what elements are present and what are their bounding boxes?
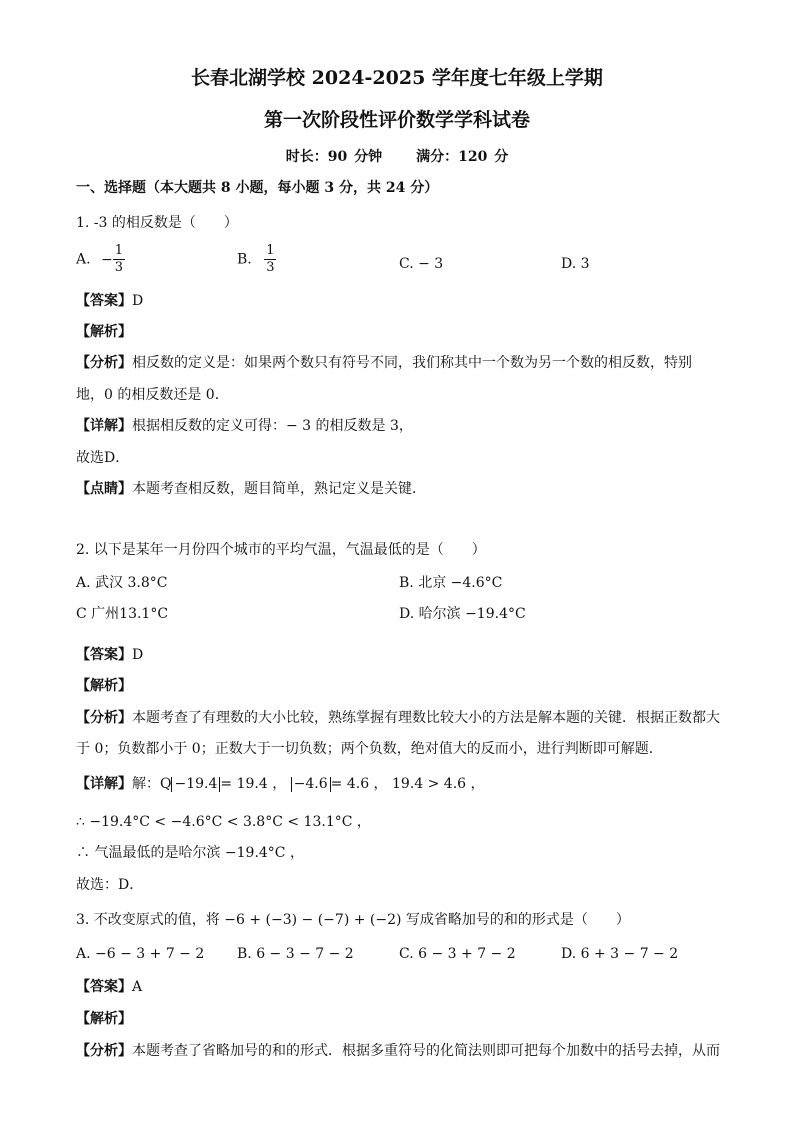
q1-option-d: D. 3 [561, 256, 590, 272]
q2-xiangjie: 【详解】解：Q −19.4 = 19.4 ， −4.6 = 4.6 ， 19.4 > 4.6 ， [76, 776, 485, 792]
exam-title-line1: 长春北湖学校 2024-2025 学年度七年级上学期 [191, 67, 603, 89]
q2-option-c: C 广州13.1°C [76, 606, 169, 622]
q2-fenxi: 【分析】本题考查了有理数的大小比较，熟练掌握有理数比较大小的方法是解本题的关键．根据正数都大 [76, 710, 720, 726]
q3-fenxi: 【分析】本题考查了省略加号的和的形式．根据多重符号的化简法则即可把每个加数中的括号去掉，从而 [76, 1043, 720, 1059]
q2-option-d: D. 哈尔滨 −19.4°C [399, 606, 526, 622]
full-score: 满分：120 分 [416, 149, 509, 165]
exam-meta [0, 146, 794, 166]
fraction: $\frac{1}{3}$ [266, 243, 275, 275]
q1-answer: 【答案】D [76, 293, 144, 309]
q2-option-b: B. 北京 −4.6°C [399, 575, 503, 591]
q2-step3: ∴ 气温最低的是哈尔滨 −19.4°C ， [76, 845, 304, 861]
q3-option-c: C. 6 − 3 + 7 − 2 [399, 946, 516, 962]
q1-option-c: C. − 3 [399, 256, 444, 272]
q3-stem: 3. 不改变原式的值，将 −6 + (−3) − (−7) + (−2) 写成省略加号的和的形式是（ ） [76, 912, 630, 928]
q2-answer: 【答案】D [76, 647, 144, 663]
duration: 时长：90 分钟 [285, 149, 383, 165]
q1-fenxi: 【分析】相反数的定义是：如果两个数只有符号不同，我们称其中一个数为另一个数的相反数，特别 [76, 355, 692, 371]
q2-fenxi-cont: 于 0；负数都小于 0；正数大于一切负数；两个负数，绝对值大的反而小，进行判断即可解题． [76, 741, 663, 757]
q2-analysis-label: 【解析】 [76, 678, 132, 694]
q3-option-d: D. 6 + 3 − 7 − 2 [561, 946, 679, 962]
q1-dianjing: 【点睛】本题考查相反数，题目简单，熟记定义是关键． [76, 481, 426, 497]
q2-step2: ∴ −19.4°C < −4.6°C < 3.8°C < 13.1°C ， [76, 814, 371, 830]
q1-option-a: A. − $\frac{1}{3}$ [76, 243, 124, 275]
q1-stem: 1. -3 的相反数是（ ） [76, 215, 238, 231]
q3-answer: 【答案】A [76, 979, 143, 995]
exam-title-line2: 第一次阶段性评价数学学科试卷 [263, 109, 530, 131]
q1-fenxi-cont: 地，0 的相反数还是 0． [76, 387, 229, 403]
q3-option-a: A. −6 − 3 + 7 − 2 [76, 946, 205, 962]
q1-guxuan: 故选D． [76, 450, 130, 466]
q3-analysis-label: 【解析】 [76, 1011, 132, 1027]
q2-option-a: A. 武汉 3.8°C [76, 575, 168, 591]
q1-xiangjie: 【详解】根据相反数的定义可得：− 3 的相反数是 3， [76, 418, 413, 434]
q3-option-b: B. 6 − 3 − 7 − 2 [237, 946, 354, 962]
q1-analysis-label: 【解析】 [76, 324, 132, 340]
section-heading: 一、选择题（本大题共 8 小题，每小题 3 分，共 24 分） [76, 180, 439, 196]
q2-stem: 2. 以下是某年一月份四个城市的平均气温，气温最低的是（ ） [76, 542, 486, 558]
q2-guxuan: 故选：D． [76, 877, 144, 893]
q1-option-b: B. $\frac{1}{3}$ [237, 243, 275, 275]
fraction: $\frac{1}{3}$ [114, 243, 124, 275]
